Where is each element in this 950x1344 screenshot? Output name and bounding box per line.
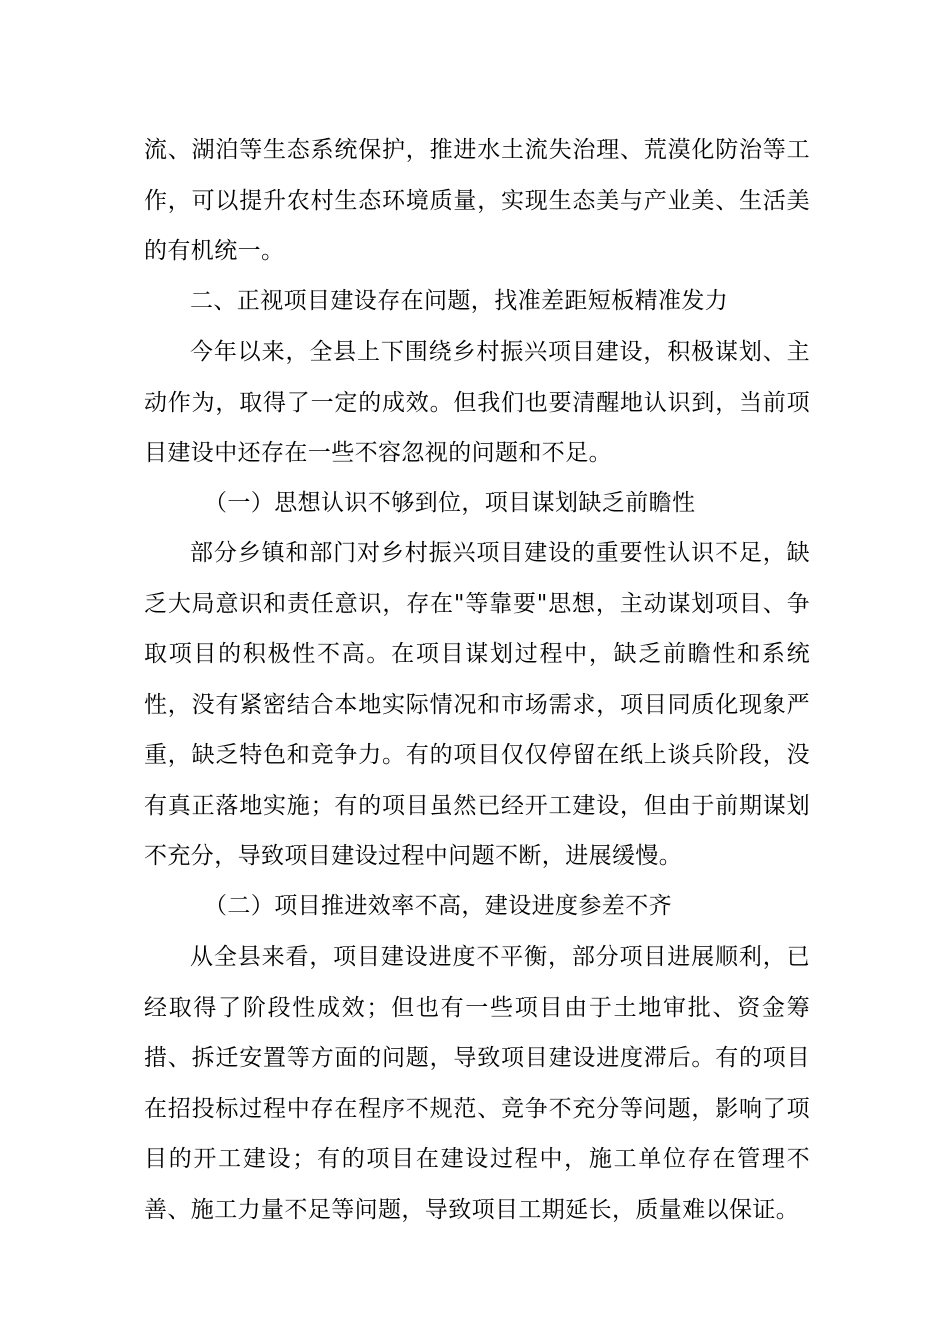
paragraph-subsection-one: 部分乡镇和部门对乡村振兴项目建设的重要性认识不足，缺乏大局意识和责任意识，存在"等靠要"思想，主动谋划项目、争取项目的积极性不高。在项目谋划过程中，缺乏前瞻性和系统性，没有紧密结合本地实际情况和市场需求，项目同质化现象严重，缺乏特色和竞争力。有的项目仅仅停留在纸上谈兵阶段，没有真正落地实施；有的项目虽然已经开工建设，但由于前期谋划不充分，导致项目建设过程中问题不断，进展缓慢。	[144, 540, 810, 869]
subheading-one: （一）思想认识不够到位，项目谋划缺乏前瞻性	[204, 490, 696, 516]
subheading-two: （二）项目推进效率不高，建设进度参差不齐	[204, 893, 672, 919]
paragraph-continuation: 流、湖泊等生态系统保护，推进水土流失治理、荒漠化防治等工作，可以提升农村生态环境质量，实现生态美与产业美、生活美的有机统一。	[144, 137, 810, 264]
paragraph-subsection-two: 从全县来看，项目建设进度不平衡，部分项目进展顺利，已经取得了阶段性成效；但也有一些项目由于土地审批、资金筹措、拆迁安置等方面的问题，导致项目建设进度滞后。有的项目在招投标过程中存在程序不规范、竞争不充分等问题，影响了项目的开工建设；有的项目在建设过程中，施工单位存在管理不善、施工力量不足等问题，导致项目工期延长，质量难以保证。	[144, 944, 810, 1223]
paragraph-intro: 今年以来，全县上下围绕乡村振兴项目建设，积极谋划、主动作为，取得了一定的成效。但我们也要清醒地认识到，当前项目建设中还存在一些不容忽视的问题和不足。	[144, 339, 810, 466]
section-heading-two: 二、正视项目建设存在问题，找准差距短板精准发力	[190, 288, 729, 314]
